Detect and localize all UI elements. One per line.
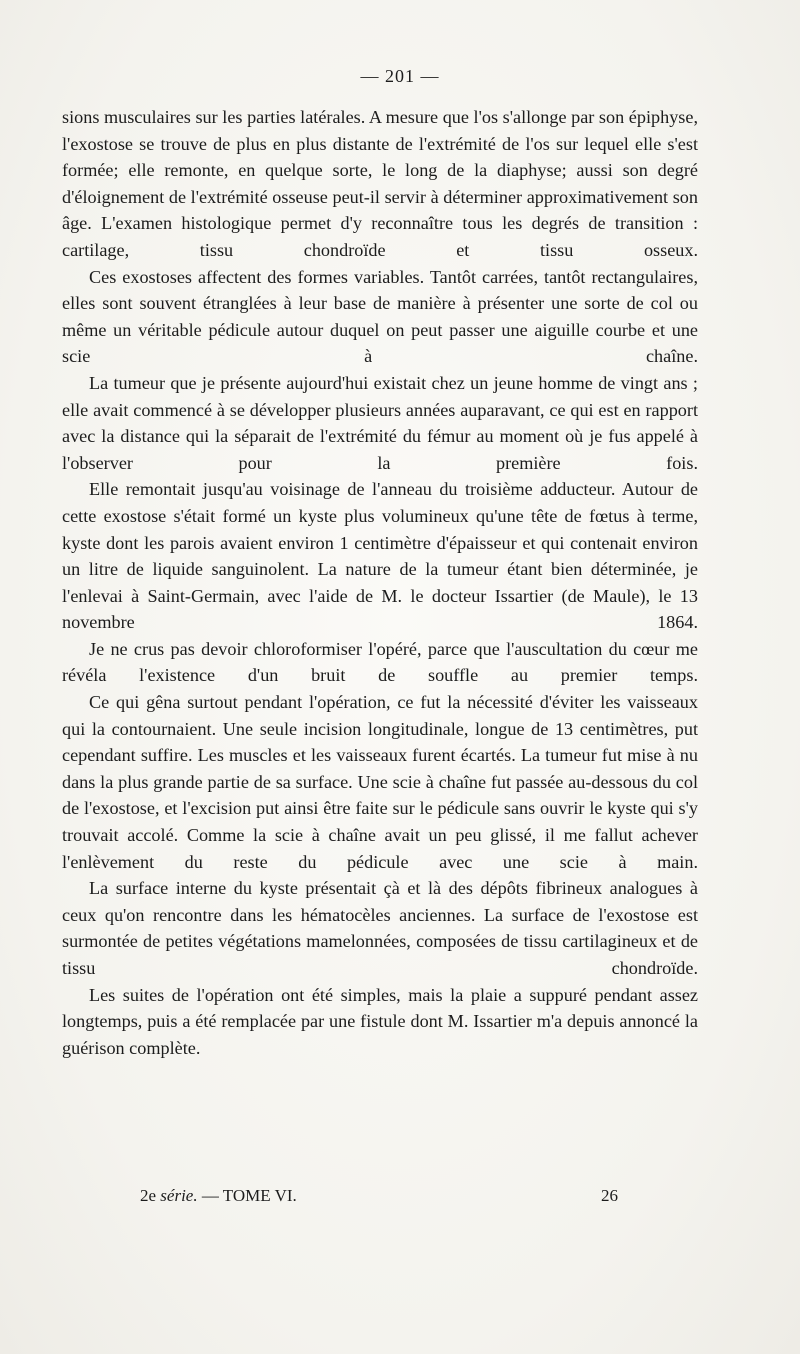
paragraph-4: Elle remontait jusqu'au voisinage de l'anneau du troisième adducteur. Autour de cette exostose s'était formé un kyste plus volumineux qu'une tête de fœtus à terme, kyste dont les parois avaient environ 1 centimètre d'épaisseur et qui contenait environ un litre de liquide sanguinolent. La nature de la tumeur étant bien déterminée, je l'enlevai à Saint-Germain, avec l'aide de M. le docteur Issartier (de Maule), le 13 novembre 1864. — [62, 479, 698, 633]
body-text — [62, 104, 698, 1061]
paragraph-1: sions musculaires sur les parties latérales. A mesure que l'os s'allonge par son épiphyse, l'exostose se trouve de plus en plus distante de l'extrémité de l'os sur lequel elle s'est formée; elle remonte, en quelque sorte, le long de la diaphyse; aussi son degré d'éloignement de l'extrémité osseuse peut-il servir à déterminer approximativement son âge. L'examen histologique permet d'y reconnaître tous les degrés de transition : cartilage, tissu chondroïde et tissu osseux. — [62, 107, 698, 260]
series-word: série. — [160, 1186, 198, 1205]
sheet-number: 26 — [601, 1186, 618, 1205]
series-number: 2e — [140, 1186, 157, 1205]
paragraph-7: La surface interne du kyste présentait çà et là des dépôts fibrineux analogues à ceux qu'on rencontre dans les hématocèles anciennes. La surface de l'exostose est surmontée de petites végétations mamelonnées, composées de tissu cartilagineux et de tissu chondroïde. — [62, 878, 698, 978]
paragraph-3: La tumeur que je présente aujourd'hui existait chez un jeune homme de vingt ans ; elle avait commencé à se développer plusieurs années auparavant, ce qui est en rapport avec la distance qui la séparait de l'extrémité du fémur au moment où je fus appelé à l'observer pour la première fois. — [62, 372, 698, 473]
paragraph-2: Ces exostoses affectent des formes variables. Tantôt carrées, tantôt rectangulaires, elles sont souvent étranglées à leur base de manière à présenter une sorte de col ou même un véritable pédicule autour duquel on peut passer une aiguille courbe et une scie à chaîne. — [62, 266, 698, 367]
volume-label: — TOME VI. — [201, 1186, 297, 1205]
page-footer — [62, 1186, 698, 1212]
paragraph-6: Ce qui gêna surtout pendant l'opération, ce fut la nécessité d'éviter les vaisseaux qui la contournaient. Une seule incision longitudinale, longue de 13 centimètres, put cependant suffire. Les muscles et les vaisseaux furent écartés. La tumeur fut mise à nu dans la plus grande partie de sa surface. Une scie à chaîne fut passée au-dessous du col de l'exostose, et l'excision put ainsi être faite sur le pédicule sans ouvrir le kyste qui s'y trouvait accolé. Comme la scie à chaîne avait un peu glissé, il me fallut achever l'enlèvement du reste du pédicule avec une scie à main. — [62, 692, 698, 872]
paragraph-8: Les suites de l'opération ont été simples, mais la plaie a suppuré pendant assez longtemps, puis a été remplacée par une fistule dont M. Issartier m'a depuis annoncé la guérison complète. — [62, 984, 698, 1058]
signature-mark — [140, 1186, 297, 1206]
page-number: — 201 — — [360, 66, 440, 86]
paragraph-5: Je ne crus pas devoir chloroformiser l'opéré, parce que l'auscultation du cœur me révéla l'existence d'un bruit de souffle au premier temps. — [62, 638, 698, 686]
